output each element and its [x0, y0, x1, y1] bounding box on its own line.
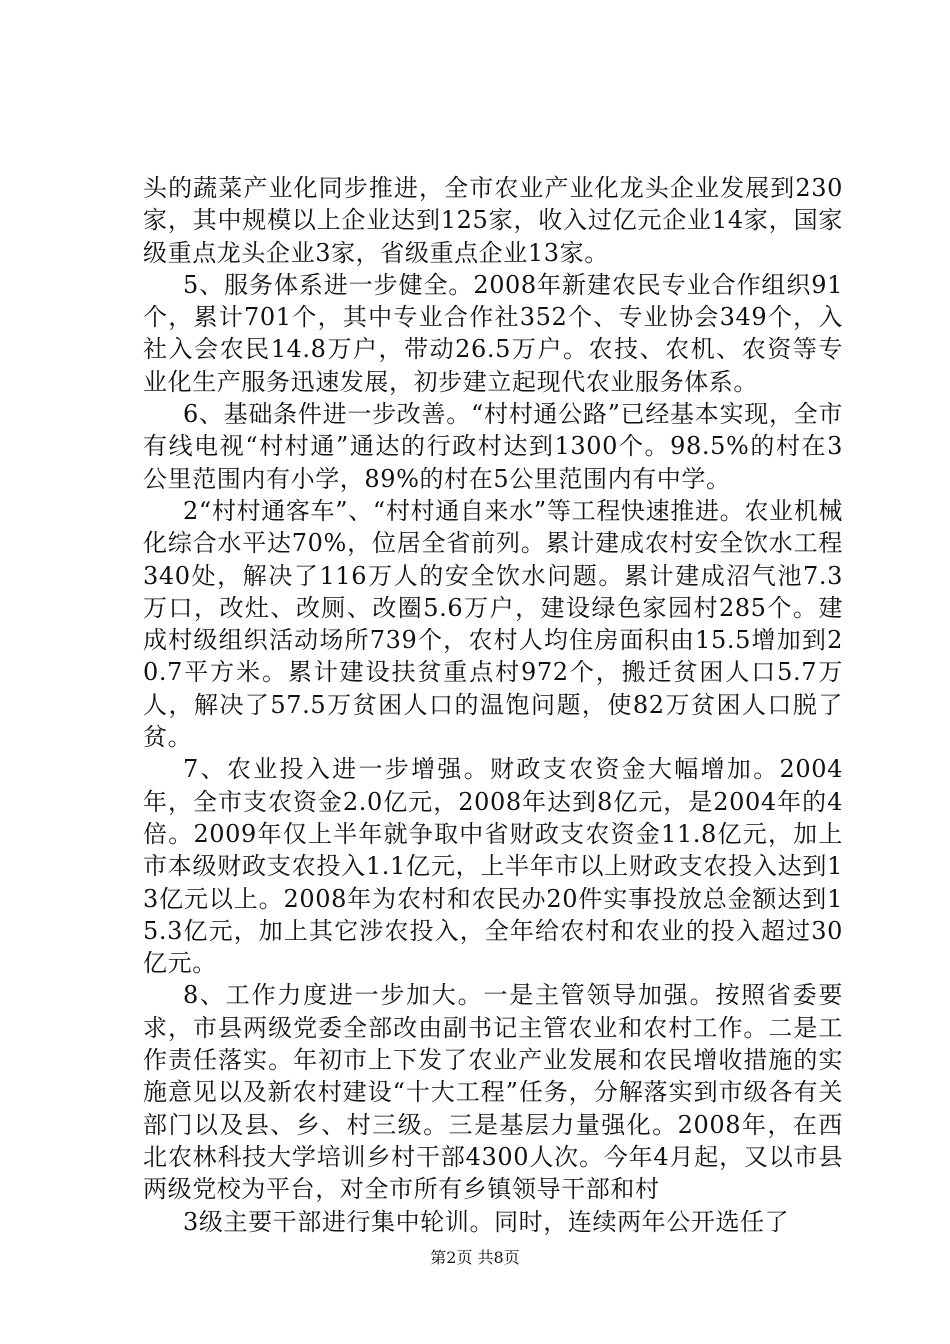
- paragraph-infrastructure: 6、基础条件进一步改善。“村村通公路”已经基本实现，全市有线电视“村村通”通达的行政村达到1300个。98.5%的村在3公里范围内有小学，89%的村在5公里范围内有中学。: [143, 400, 843, 493]
- paragraph-agricultural-investment: 7、农业投入进一步增强。财政支农资金大幅增加。2004年，全市支农资金2.0亿元，2008年达到8亿元，是2004年的4倍。2009年仅上半年就争取中省财政支农资金11.8亿元，加上市本级财政支农投入1.1亿元，上半年市以上财政支农投入达到13亿元以上。2008年为农村和农民办20件实事投放总金额达到15.3亿元，加上其它涉农投入，全年给农村和农业的投入超过30亿元。: [143, 755, 843, 978]
- page-number-label: 第2页 共8页: [430, 1248, 520, 1267]
- paragraph-transport-water: 2“村村通客车”、“村村通自来水”等工程快速推进。农业机械化综合水平达70%，位居全省前列。累计建成农村安全饮水工程340处，解决了116万人的安全饮水问题。累计建成沼气池7.3万口，改灶、改厕、改圈5.6万户，建设绿色家园村285个。建成村级组织活动场所739个，农村人均住房面积由15.5增加到20.7平方米。累计建设扶贫重点村972个，搬迁贫困人口5.7万人，解决了57.5万贫困人口的温饱问题，使82万贫困人口脱了贫。: [143, 496, 843, 752]
- paragraph-cadre-training: 3级主要干部进行集中轮训。同时，连续两年公开选任了: [183, 1207, 790, 1236]
- paragraph-continuation: 头的蔬菜产业化同步推进，全市农业产业化龙头企业发展到230家，其中规模以上企业达到125家，收入过亿元企业14家，国家级重点龙头企业3家，省级重点企业13家。: [143, 174, 843, 267]
- paragraph-work-effort: 8、工作力度进一步加大。一是主管领导加强。按照省委要求，市县两级党委全部改由副书记主管农业和农村工作。二是工作责任落实。年初市上下发了农业产业发展和农民增收措施的实施意见以及新农村建设“十大工程”任务，分解落实到市级各有关部门以及县、乡、村三级。三是基层力量强化。2008年，在西北农林科技大学培训乡村干部4300人次。今年4月起，又以市县两级党校为平台，对全市所有乡镇领导干部和村: [143, 981, 843, 1204]
- page-footer: [0, 1248, 950, 1268]
- document-body: [143, 172, 843, 1238]
- paragraph-service-system: 5、服务体系进一步健全。2008年新建农民专业合作组织91个，累计701个，其中专业合作社352个、专业协会349个，入社入会农民14.8万户，带动26.5万户。农技、农机、农资等专业化生产服务迅速发展，初步建立起现代农业服务体系。: [143, 270, 843, 396]
